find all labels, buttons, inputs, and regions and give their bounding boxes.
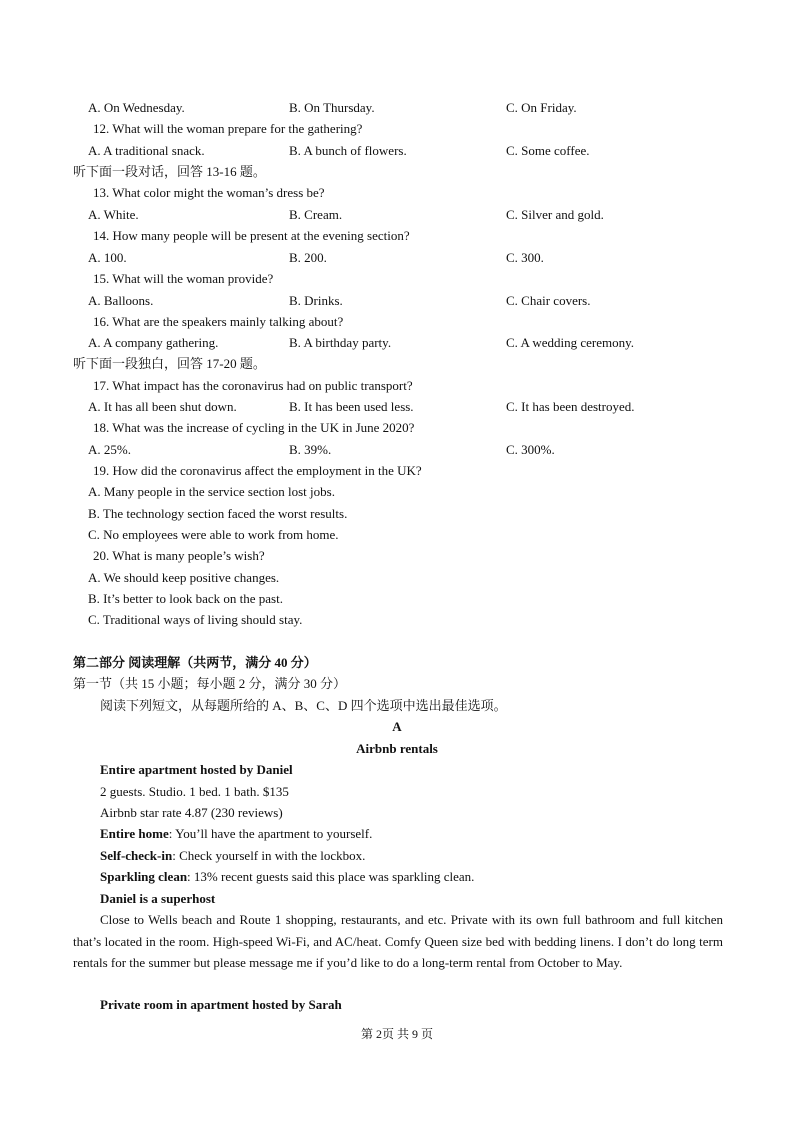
q20-option-a: A. We should keep positive changes.	[88, 570, 280, 585]
listing1-rating: Airbnb star rate 4.87 (230 reviews)	[100, 805, 283, 820]
q16-option-a: A. A company gathering.	[88, 335, 219, 350]
q17-option-a: A. It has all been shut down.	[88, 399, 237, 414]
feature-label: Entire home	[100, 826, 169, 841]
q16-option-c: C. A wedding ceremony.	[506, 335, 635, 350]
q14-option-b: B. 200.	[289, 250, 327, 265]
q14-option-a: A. 100.	[88, 250, 127, 265]
q17-option-c: C. It has been destroyed.	[506, 399, 635, 414]
q19-option-a: A. Many people in the service section lost jobs.	[88, 484, 335, 499]
q12-option-a: A. A traditional snack.	[88, 143, 205, 158]
description-text: Close to Wells beach and Route 1 shopping, restaurants, and etc. Private with its own full bathroom and full kitchen that’s located in the room. High-speed Wi-Fi, and AC/heat. Comfy Queen size bed with bedding linens. I don’t do long term rentals for the summer but please message me if you’d like to do a long-term rental from October to May.	[73, 912, 723, 970]
section1-heading: 第一节（共 15 小题；每小题 2 分，满分 30 分）	[73, 676, 347, 691]
feature-text: : You’ll have the apartment to yourself.	[168, 826, 373, 841]
listing1-specs: 2 guests. Studio. 1 bed. 1 bath. $135	[100, 784, 289, 799]
q14-option-c: C. 300.	[506, 250, 544, 265]
listing1-description	[73, 909, 723, 974]
feature-sparkling-clean	[100, 869, 474, 885]
q11-option-a: A. On Wednesday.	[88, 100, 185, 115]
feature-entire-home	[100, 826, 372, 842]
q18-option-a: A. 25%.	[88, 442, 131, 457]
q13-option-a: A. White.	[88, 207, 139, 222]
question-17: 17. What impact has the coronavirus had on public transport?	[93, 378, 413, 393]
q15-option-c: C. Chair covers.	[506, 293, 591, 308]
reading-instruction: 阅读下列短文，从每题所给的 A、B、C、D 四个选项中选出最佳选项。	[100, 698, 507, 713]
q11-option-b: B. On Thursday.	[289, 100, 375, 115]
question-15: 15. What will the woman provide?	[93, 271, 274, 286]
q20-option-c: C. Traditional ways of living should stay.	[88, 612, 303, 627]
feature-text: : 13% recent guests said this place was sparkling clean.	[187, 869, 475, 884]
q19-option-c: C. No employees were able to work from home.	[88, 527, 339, 542]
q20-option-b: B. It’s better to look back on the past.	[88, 591, 283, 606]
superhost-heading: Daniel is a superhost	[100, 891, 216, 906]
listing2-title: Private room in apartment hosted by Sarah	[100, 997, 342, 1012]
passage-letter: A	[392, 719, 402, 734]
question-19: 19. How did the coronavirus affect the employment in the UK?	[93, 463, 422, 478]
listing1-title: Entire apartment hosted by Daniel	[100, 762, 293, 777]
passage-title: Airbnb rentals	[356, 741, 438, 756]
question-13: 13. What color might the woman’s dress be?	[93, 185, 325, 200]
feature-label: Self-check-in	[100, 848, 173, 863]
question-20: 20. What is many people’s wish?	[93, 548, 265, 563]
q12-option-b: B. A bunch of flowers.	[289, 143, 407, 158]
q13-option-c: C. Silver and gold.	[506, 207, 604, 222]
question-14: 14. How many people will be present at the evening section?	[93, 228, 410, 243]
feature-self-check-in	[100, 848, 365, 864]
q16-option-b: B. A birthday party.	[289, 335, 392, 350]
q19-option-b: B. The technology section faced the worst results.	[88, 506, 348, 521]
instruction-13-16: 听下面一段对话，回答 13-16 题。	[73, 164, 266, 179]
q17-option-b: B. It has been used less.	[289, 399, 414, 414]
q15-option-a: A. Balloons.	[88, 293, 154, 308]
q15-option-b: B. Drinks.	[289, 293, 343, 308]
q18-option-b: B. 39%.	[289, 442, 332, 457]
q11-option-c: C. On Friday.	[506, 100, 577, 115]
q13-option-b: B. Cream.	[289, 207, 343, 222]
feature-text: : Check yourself in with the lockbox.	[172, 848, 366, 863]
question-16: 16. What are the speakers mainly talking about?	[93, 314, 344, 329]
feature-label: Sparkling clean	[100, 869, 188, 884]
question-18: 18. What was the increase of cycling in the UK in June 2020?	[93, 420, 415, 435]
q18-option-c: C. 300%.	[506, 442, 555, 457]
question-12: 12. What will the woman prepare for the gathering?	[93, 121, 363, 136]
instruction-17-20: 听下面一段独白，回答 17-20 题。	[73, 356, 266, 371]
part2-title: 第二部分 阅读理解（共两节，满分 40 分）	[73, 655, 317, 670]
q12-option-c: C. Some coffee.	[506, 143, 590, 158]
page-footer: 第 2页 共 9 页	[360, 1027, 433, 1041]
